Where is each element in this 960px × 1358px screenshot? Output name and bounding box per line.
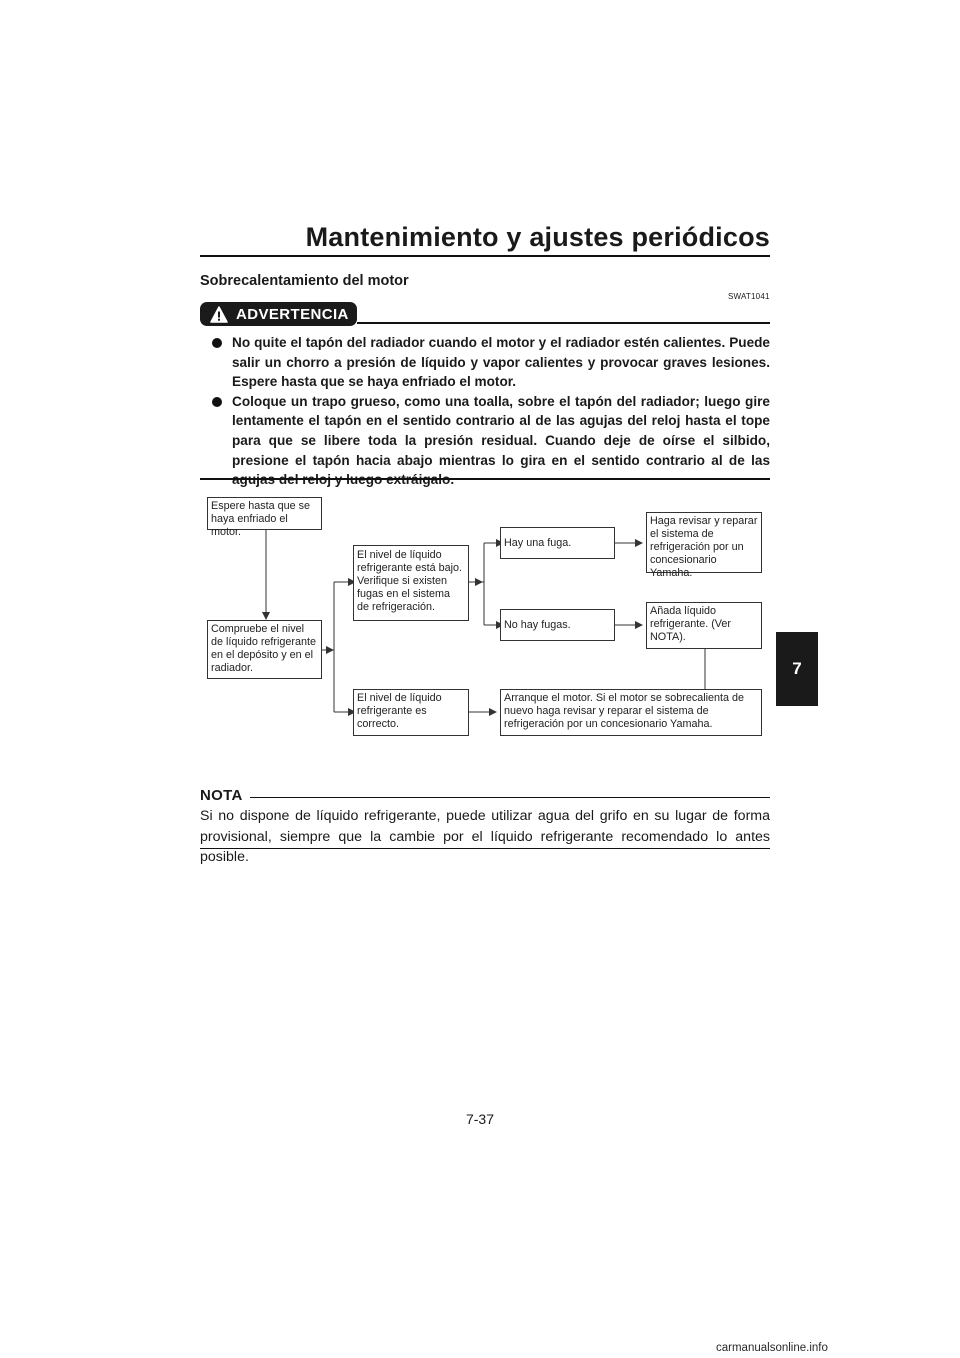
flow-box-repair: Haga revisar y reparar el sistema de refrigeración por un concesionario Yamaha. <box>646 512 762 573</box>
warning-item <box>212 333 770 392</box>
chapter-tab: 7 <box>776 632 818 706</box>
flow-box-leak: Hay una fuga. <box>500 527 615 559</box>
watermark: carmanualsonline.info <box>716 1342 828 1354</box>
warning-item-text: Coloque un trapo grueso, como una toalla, sobre el tapón del radiador; luego gire lentamente el tapón en el sentido contrario al de las agujas del reloj hasta el tope para que se libere toda la presión residual. Cuando deje de oírse el silbido, presione el tapón hacia abajo mientras lo gira en el sentido contrario al de las <box>232 393 770 468</box>
reference-code: SWAT1041 <box>728 292 770 301</box>
warning-triangle-icon <box>210 306 228 323</box>
page-number: 7-37 <box>465 1111 495 1127</box>
warning-rule <box>357 322 770 324</box>
flow-box-level-ok: El nivel de líquido refrigerante es correcto. <box>353 689 469 736</box>
flow-box-no-leak: No hay fugas. <box>500 609 615 641</box>
bullet-icon <box>212 338 222 348</box>
warning-badge <box>200 302 357 326</box>
warning-end-rule <box>200 478 770 480</box>
flow-box-check: Compruebe el nivel de líquido refrigerante en el depósito y en el radiador. <box>207 620 322 679</box>
title-rule <box>200 255 770 257</box>
section-heading: Sobrecalentamiento del motor <box>200 273 409 289</box>
warning-label: ADVERTENCIA <box>236 305 349 323</box>
flow-box-wait: Espere hasta que se haya enfriado el motor. <box>207 497 322 530</box>
flow-box-start-engine: Arranque el motor. Si el motor se sobrecalienta de nuevo haga revisar y reparar el sistema de refrigeración por un concesionario Yamaha. <box>500 689 762 736</box>
note-text: Si no dispone de líquido refrigerante, puede utilizar agua del grifo en su lugar de forma provisional, siempre que la cambie por el líquido refrigerante recomendado lo antes posible. <box>200 808 770 865</box>
note-end-rule <box>200 848 770 849</box>
flow-box-level-low: El nivel de líquido refrigerante está bajo. Verifique si existen fugas en el sistema de refrigeración. <box>353 545 469 621</box>
note-label: NOTA <box>200 787 243 804</box>
note-rule <box>250 797 770 798</box>
warning-item-text: No quite el tapón del radiador cuando el motor y el radiador estén calientes. Puede salir un chorro a presión de líquido y vapor calientes y provocar graves lesiones. Espere hasta que se haya enfriado el motor. <box>232 335 770 390</box>
flow-box-add-coolant: Añada líquido refrigerante. (Ver NOTA). <box>646 602 762 649</box>
bullet-icon <box>212 397 222 407</box>
warning-item <box>212 392 770 490</box>
page-title: Mantenimiento y ajustes periódicos <box>305 222 770 252</box>
warning-list <box>212 333 770 490</box>
